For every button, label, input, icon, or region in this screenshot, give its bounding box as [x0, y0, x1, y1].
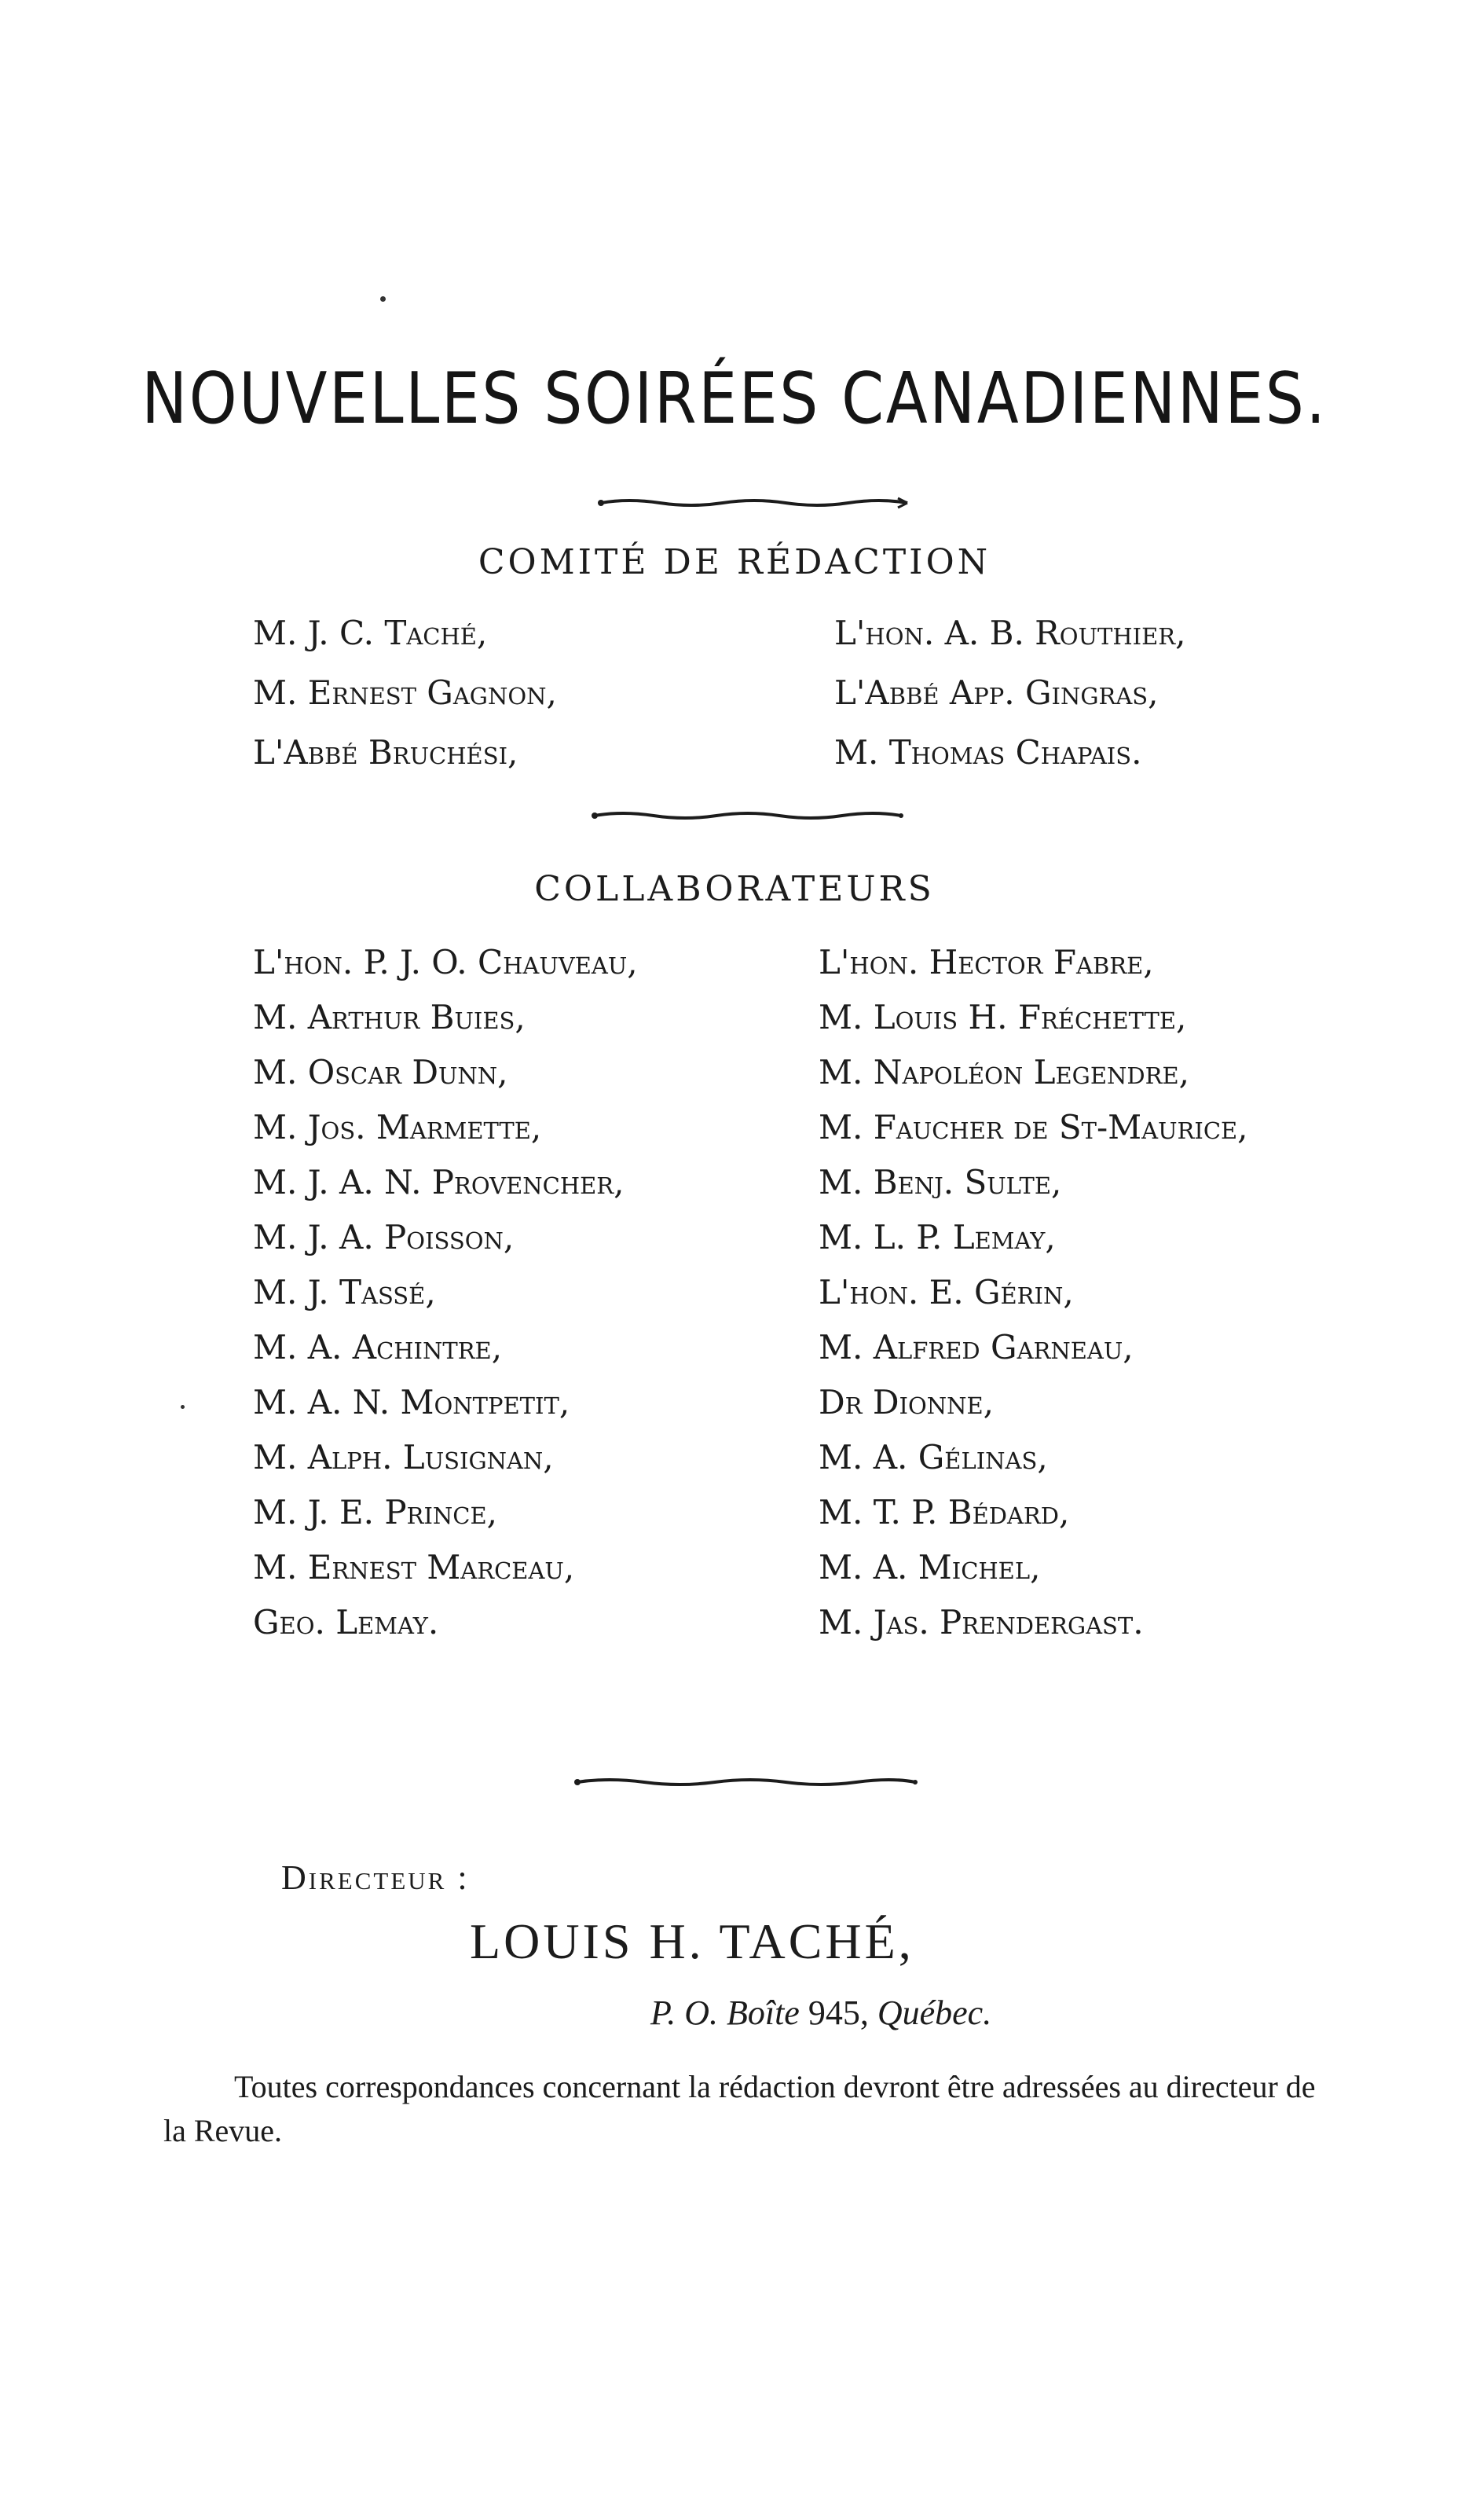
- collaborator: M. A. Michel,: [819, 1548, 1041, 1586]
- collaborator: L'hon. E. Gérin,: [819, 1273, 1074, 1311]
- collaborator: M. Arthur Buies,: [253, 998, 526, 1036]
- box-number: 945,: [808, 1994, 869, 2032]
- collaborator: M. Benj. Sulte,: [819, 1163, 1062, 1201]
- collaborator: M. Alph. Lusignan,: [253, 1438, 554, 1476]
- ornamental-rule: [597, 493, 911, 512]
- collaborator: M. J. Tassé,: [253, 1273, 436, 1311]
- collaborator: M. J. A. N. Provencher,: [253, 1163, 625, 1201]
- collaborator: M. Oscar Dunn,: [253, 1053, 508, 1091]
- collaborator: Dr Dionne,: [819, 1383, 995, 1421]
- director-label: Directeur :: [281, 1858, 470, 1897]
- committee-member: L'hon. A. B. Routhier,: [834, 614, 1186, 652]
- journal-title: NOUVELLES SOIRÉES CANADIENNES.: [141, 358, 1328, 440]
- committee-member: L'Abbé Bruchési,: [253, 733, 518, 772]
- ink-speck: [380, 296, 386, 302]
- committee-member: M. Ernest Gagnon,: [253, 673, 557, 712]
- collaborator: M. Jos. Marmette,: [253, 1108, 542, 1146]
- collaborator: M. J. A. Poisson,: [253, 1218, 515, 1256]
- city: Québec.: [877, 1994, 992, 2032]
- collaborator: M. Alfred Garneau,: [819, 1328, 1134, 1366]
- committee-member: M. J. C. Taché,: [253, 614, 488, 652]
- collaborator: M. A. Achintre,: [253, 1328, 503, 1366]
- ink-speck: [181, 1405, 185, 1409]
- collaborator: L'hon. P. J. O. Chauveau,: [253, 943, 638, 981]
- collaborator: L'hon. Hector Fabre,: [819, 943, 1154, 981]
- collaborator: M. A. N. Montpetit,: [253, 1383, 570, 1421]
- collaborator: M. Jas. Prendergast.: [819, 1603, 1144, 1641]
- committee-member: M. Thomas Chapais.: [834, 733, 1142, 772]
- collaborator: Geo. Lemay.: [253, 1603, 439, 1641]
- collaborator: M. J. E. Prince,: [253, 1493, 497, 1531]
- committee-heading: COMITÉ DE RÉDACTION: [478, 542, 991, 582]
- committee-member: L'Abbé App. Gingras,: [834, 673, 1159, 712]
- collaborator: M. T. P. Bédard,: [819, 1493, 1070, 1531]
- director-address: [650, 1993, 991, 2033]
- ornamental-rule: [591, 806, 905, 825]
- collaborator: M. Ernest Marceau,: [253, 1548, 575, 1586]
- collaborators-heading: COLLABORATEURS: [534, 869, 935, 909]
- collaborator: M. Faucher de St-Maurice,: [819, 1108, 1248, 1146]
- collaborator: M. A. Gélinas,: [819, 1438, 1048, 1476]
- ornamental-rule: [573, 1773, 919, 1792]
- collaborator: M. Napoléon Legendre,: [819, 1053, 1189, 1091]
- collaborator: M. L. P. Lemay,: [819, 1218, 1056, 1256]
- address-prefix: P. O. Boîte: [650, 1994, 800, 2032]
- collaborator: M. Louis H. Fréchette,: [819, 998, 1187, 1036]
- director-name: LOUIS H. TACHÉ,: [470, 1913, 914, 1969]
- correspondence-notice: Toutes correspondances concernant la rédaction devront être adressées au directeur de la Revue.: [163, 2069, 1316, 2148]
